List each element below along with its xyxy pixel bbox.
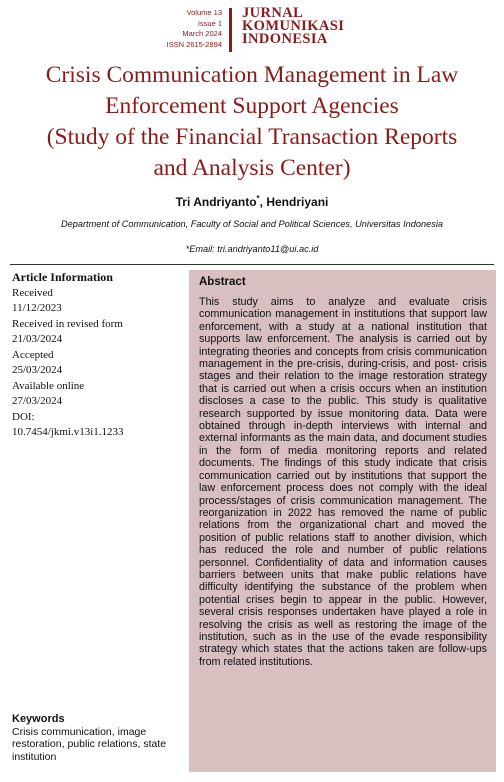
title-line: and Analysis Center) [153, 155, 351, 181]
keywords-text: Crisis communication, image restoration, public relations, state institution [12, 725, 167, 763]
title-line: (Study of the Financial Transaction Reports [46, 124, 458, 150]
doi-value: 10.7454/jkmi.v13i1.1233 [12, 426, 124, 438]
journal-name-line: JURNAL [242, 5, 304, 21]
journal-issn: ISSN 2615-2894 [166, 39, 222, 49]
journal-divider [229, 8, 232, 52]
journal-issue: Issue 1 [197, 18, 222, 28]
journal-volume: Volume 13 [186, 8, 222, 17]
accepted-label: Accepted [12, 348, 54, 361]
revised-label: Received in revised form [12, 317, 123, 330]
received-date: 11/12/2023 [12, 302, 62, 314]
title-line: Crisis Communication Management in Law [45, 62, 459, 88]
abstract-heading: Abstract [199, 276, 246, 288]
article-info-heading: Article Information [12, 270, 113, 284]
journal-name-line: INDONESIA [242, 31, 328, 47]
title-line: Enforcement Support Agencies [105, 93, 399, 119]
author-rest: , Hendriyani [259, 195, 329, 209]
accepted-date: 25/03/2024 [12, 364, 63, 376]
paper-title [0, 60, 504, 184]
journal-date: March 2024 [182, 29, 222, 38]
keywords-heading: Keywords [12, 713, 65, 725]
header-rule [10, 264, 494, 265]
affiliation: Department of Communication, Faculty of Social and Political Sciences, Universitas Indonesia [61, 219, 443, 229]
doi-label: DOI: [12, 410, 35, 423]
received-label: Received [12, 286, 53, 299]
abstract-box [189, 270, 496, 772]
article-info [12, 270, 187, 441]
online-date: 27/03/2024 [12, 395, 63, 407]
journal-meta [150, 8, 222, 50]
authors [0, 194, 504, 209]
keywords [12, 713, 187, 763]
journal-name-line: KOMUNIKASI [242, 18, 345, 34]
author-first: Tri Andriyanto [175, 195, 257, 209]
corresponding-mark: * [256, 194, 260, 203]
revised-date: 21/03/2024 [12, 333, 63, 345]
online-label: Available online [12, 379, 85, 392]
email: *Email: tri.andriyanto11@ui.ac.id [185, 244, 319, 254]
journal-name [242, 7, 344, 46]
abstract-text: This study aims to analyze and evaluate crisis communication management in institutions that support law enforcement, with a study at a national institution that supports law enforcement. The analysis is carried out by integrating theories and concepts from crisis communication management in the pre-crisis, during-crisis, and post- crisis stages and their relation to the image restoration strategy that is carried out when a crisis occurs when an institution discloses a case to the public. This study is qualitative research supported by issue monitoring data. Data were obtained through in-depth interviews with internal and external informants as the main data, and document studies in the form of media monitoring reports and related documents. The findings of this study indicate that crisis communication carried out by institutions that support the law enforcement process does not comply with the ideal process/stages of crisis communication management. The reorganization in 2022 has removed the name of public relations from the organizational chart and moved the position of public relations staff to another division, which has reduced the role and number of public relations personnel. Confidentiality of data and information causes barriers between units that make public relations have difficulty identifying the substance of the problem when potential crises begin to appear in the public. However, several crisis responses undertaken have played a role in resolving the crisis as well as restoring the image of the institution, such as in the use of the evade responsibility strategy which states that the actions taken are follow-ups from related institutions. [199, 296, 487, 668]
